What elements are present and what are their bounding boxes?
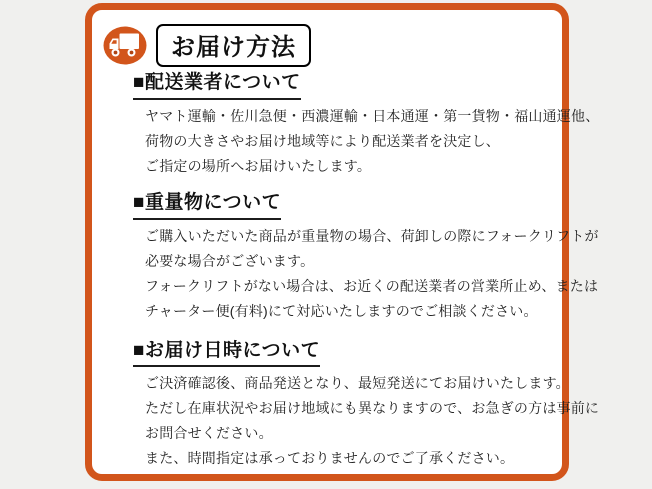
section-heading: ■お届け日時について — [133, 340, 320, 368]
section-body — [145, 224, 599, 324]
section-delivery-datetime — [133, 324, 600, 472]
body-line: お問合せください。 — [145, 425, 273, 442]
body-line: 荷物の大きさやお届け地域等により配送業者を決定し、 — [145, 132, 500, 149]
body-line: ご決済確認後、商品発送となり、最短発送にてお届けいたします。 — [145, 375, 570, 392]
section-heading: ■重量物について — [133, 192, 281, 220]
body-line: フォークリフトがない場合は、お近くの配送業者の営業所止め、または — [145, 277, 599, 294]
truck-icon — [103, 26, 147, 65]
body-line: ヤマト運輸・佐川急便・西濃運輸・日本通運・第一貨物・福山通運他、 — [145, 107, 600, 124]
section-heavy-items — [133, 179, 599, 324]
section-body — [145, 104, 600, 179]
body-line: ご指定の場所へお届けいたします。 — [145, 157, 372, 174]
title-row — [92, 10, 562, 67]
page-title: お届け方法 — [156, 24, 311, 67]
section-heading: ■配送業者について — [133, 72, 301, 100]
section-body — [145, 371, 600, 471]
body-line: 必要な場合がございます。 — [145, 252, 315, 269]
delivery-info-panel — [85, 3, 600, 481]
panel-content — [92, 67, 600, 471]
body-line: また、時間指定は承っておりませんのでご了承ください。 — [145, 450, 515, 467]
body-line: ただし在庫状況やお届け地域にも異なりますので、お急ぎの方は事前に — [145, 400, 600, 417]
body-line: ご購入いただいた商品が重量物の場合、荷卸しの際にフォークリフトが — [145, 227, 599, 244]
body-line: チャーター便(有料)にて対応いたしますのでご相談ください。 — [145, 302, 538, 319]
section-delivery-carriers — [133, 67, 600, 179]
